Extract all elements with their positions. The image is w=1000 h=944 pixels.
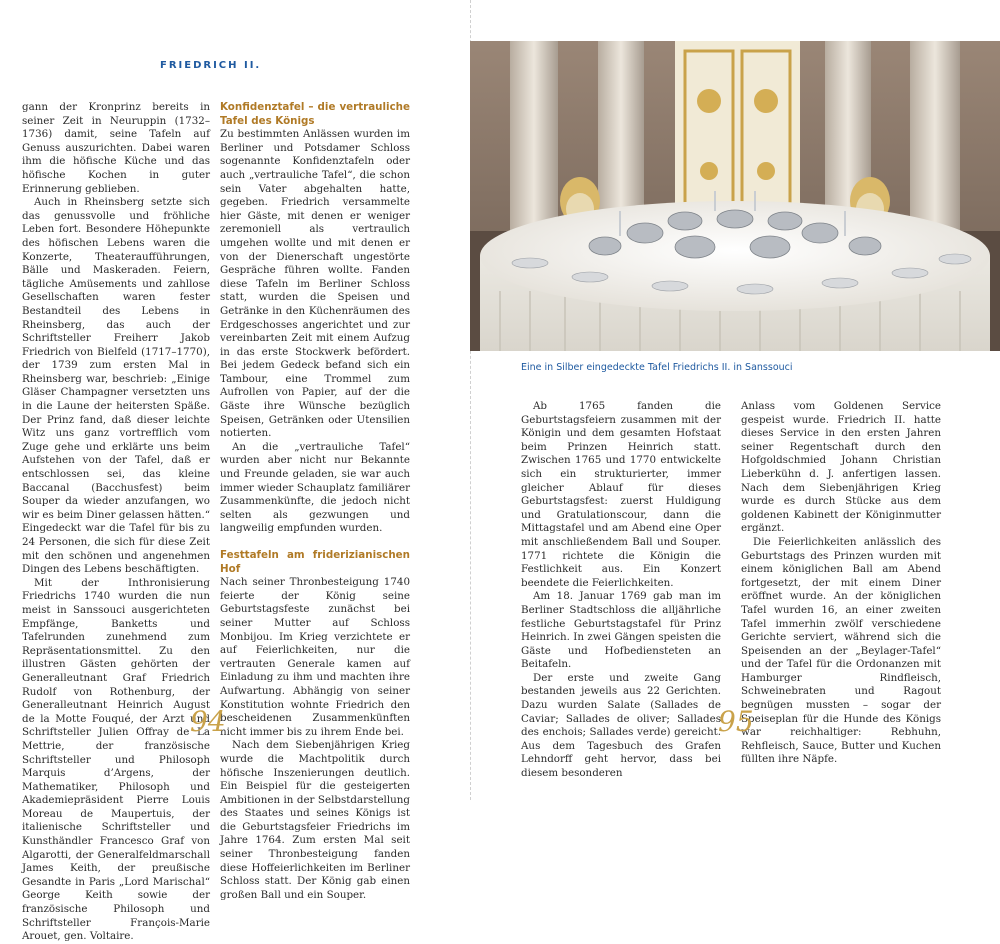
photo-illustration — [470, 41, 1000, 351]
right-page-column-1 — [521, 400, 721, 781]
paragraph: Die Feierlichkeiten anlässlich des Geburtstags des Prinzen wurden mit einem königlichen Ball am Abend fortgesetzt, der mit einem Diner eröffnet wurde. An der königlichen Tafel wurden 16, an einer zweiten Tafel immerhin zwölf verschiedene Gerichte serviert, während sich die Speisenden an der „Beylager-Tafel“ und der Tafel für die Ordonanzen mit Hamburger Rindfleisch, Schweinebraten und Ragout begnügen mussten – sogar der Speiseplan für die Hunde des Königs war reichhaltiger: Rebhuhn, Rehfleisch, Sauce, Butter und Kuchen füllten ihre Näpfe. — [741, 535, 941, 766]
paragraph: Mit der Inthronisierung Friedrichs 1740 wurden die nun meist in Sanssouci ausgerichteten Empfänge, Banketts und Tafelrunden zunehmend zum Repräsentationsmittel. Zu den illustren Gästen gehörten der Generalleutnant Graf Friedrich Rudolf von Rothenburg, der Generalleutnant Heinrich August de la Motte Fouqué, der Arzt und Schriftsteller Julien Offray de La Mettrie, der französische Schriftsteller und Philosoph Marquis d’Argens, der Mathematiker, Philosoph und Akademiepräsident Pierre Louis Moreau de Maupertuis, der italienische Schriftsteller und Kunsthändler Francesco Graf von Algarotti, der Generalfeldmarschall James Keith, der preußische Gesandte in Paris „Lord Marischal“ George Keith sowie der französische Philosoph und Schriftsteller François-Marie Arouet, gen. Voltaire. — [22, 576, 210, 943]
right-page-column-2 — [741, 400, 941, 767]
left-page-column-2 — [220, 101, 410, 902]
left-page-column-1 — [22, 101, 210, 944]
paragraph: Am 18. Januar 1769 gab man im Berliner Stadtschloss die alljährliche festliche Geburtstagstafel für Prinz Heinrich. In zwei Gängen speisten die Gäste und Hofbediensteten an Beitafeln. — [521, 590, 721, 671]
paragraph: Auch in Rheinsberg setzte sich das genussvolle und fröhliche Leben fort. Besondere Höhepunkte des höfischen Lebens waren die Konzerte, Theateraufführungen, Bälle und Maskeraden. Feiern, tägliche Amüsements und zahllose Gesellschaften waren fester Bestandteil des Lebens in Rheinsberg, das auch der Schriftsteller Freiherr Jakob Friedrich von Bielfeld (1717–1770), der 1739 zum ersten Mal in Rheinsberg war, beschrieb: „Einige Gläser Champagner versetzten uns in die Laune der heitersten Späße. Der Prinz fand, daß dieser leichte Witz uns ganz vortrefflich vom Zuge gehe und erklärte uns beim Aufstehen von der Tafel, daß er entschlossen sei, das kleine Baccanal (Bacchusfest) beim Souper da wieder anzufangen, wo wir es beim Diner gelassen hätten.“ Eingedeckt war die Tafel für bis zu 24 Personen, die sich für diese Zeit mit den schönen und angenehmen Dingen des Lebens beschäftigten. — [22, 196, 210, 576]
paragraph: Zu bestimmten Anlässen wurden im Berliner und Potsdamer Schloss sogenannte Konfidenztafeln oder auch „vertrauliche Tafel“, die schon sein Vater abgehalten hatte, gegeben. Friedrich versammelte hier Gäste, mit denen er weniger zeremoniell als vertraulich umgehen wollte und mit denen er von der Dienerschaft ungestörte Gespräche führen wollte. Fanden diese Tafeln im Berliner Schloss statt, wurden die Speisen und Getränke in den Küchenräumen des Erdgeschosses angerichtet und zur vereinbarten Zeit mit einem Aufzug in das erste Stockwerk befördert. Bei jedem Gedeck befand sich ein Tambour, eine Trommel zum Aufrollen von Papier, auf der die Gäste ihre Wünsche bezüglich Speisen, Getränken oder Utensilien notierten. — [220, 128, 410, 440]
page-number-left: 94 — [190, 705, 226, 738]
paragraph: Nach seiner Thronbesteigung 1740 feierte der König seine Geburtstagsfeste zunächst bei seiner Mutter auf Schloss Monbijou. Im Krieg verzichtete er auf Feierlichkeiten, nur die vertrauten Generale kamen auf Einladung zu ihm und machten ihre Aufwartung. Abhängig von seiner Konstitution wohnte Friedrich den bescheidenen Zusammenkünften nicht immer bis zu ihrem Ende bei. — [220, 576, 410, 738]
page-number-right: 95 — [718, 705, 754, 738]
paragraph: Anlass vom Goldenen Service gespeist wurde. Friedrich II. hatte dieses Service in den ersten Jahren seiner Regentschaft durch den Hofgoldschmied Johann Christian Lieberkühn d. J. anfertigen lassen. Nach dem Siebenjährigen Krieg wurde es durch Stücke aus dem goldenen Kabinett der Königinmutter ergänzt. — [741, 400, 941, 535]
paragraph: An die „vertrauliche Tafel“ wurden aber nicht nur Bekannte und Freunde geladen, sie war auch immer wieder Schauplatz familiärer Zusammenkünfte, die jedoch nicht selten als gezwungen und langweilig empfunden wurden. — [220, 440, 410, 535]
paragraph: Nach dem Siebenjährigen Krieg wurde die Machtpolitik durch höfische Inszenierungen deutlich. Ein Beispiel für die gesteigerten Ambitionen in der Selbstdarstellung des Staates und seines Königs ist die Geburtstagsfeier Friedrichs im Jahre 1764. Zum ersten Mal seit seiner Thronbesteigung fanden diese Hoffeierlichkeiten im Berliner Schloss statt. Der König gab einen großen Ball und ein Souper. — [220, 739, 410, 901]
paragraph: Ab 1765 fanden die Geburtstagsfeiern zusammen mit der Königin und dem gesamten Hofstaat beim Prinzen Heinrich statt. Zwischen 1765 und 1770 entwickelte sich ein strukturierter, immer gleicher Ablauf für dieses Geburtstagsfest: zuerst Huldigung und Gratulationscour, dann die Mittagstafel und am Abend eine Oper mit anschließendem Ball und Souper. 1771 richtete die Königin die Festlichkeit aus. Ein Konzert beendete die Feierlichkeiten. — [521, 400, 721, 589]
section-heading-confidence-table: Konfidenztafel – die vertrauliche Tafel des Königs — [220, 101, 410, 127]
running-head: FRIEDRICH II. — [160, 60, 262, 71]
photo-silver-table-sanssouci — [470, 41, 1000, 351]
photo-caption: Eine in Silber eingedeckte Tafel Friedrichs II. in Sanssouci — [521, 362, 793, 373]
section-heading-festive-tables: Festtafeln am friderizianischen Hof — [220, 549, 410, 575]
paragraph: gann der Kronprinz bereits in seiner Zeit in Neuruppin (1732–1736) damit, seine Tafeln auf Genuss auszurichten. Dabei waren ihm die höfische Küche und das höfische Kochen in guter Erinnerung geblieben. — [22, 101, 210, 195]
paragraph: Der erste und zweite Gang bestanden jeweils aus 22 Gerichten. Dazu wurden Salate (Sallades de Caviar; Sallades de oliver; Sallades des enchois; Sallades verde) gereicht. Aus dem Tagesbuch des Grafen Lehndorff geht hervor, dass bei diesem besonderen — [521, 671, 721, 780]
